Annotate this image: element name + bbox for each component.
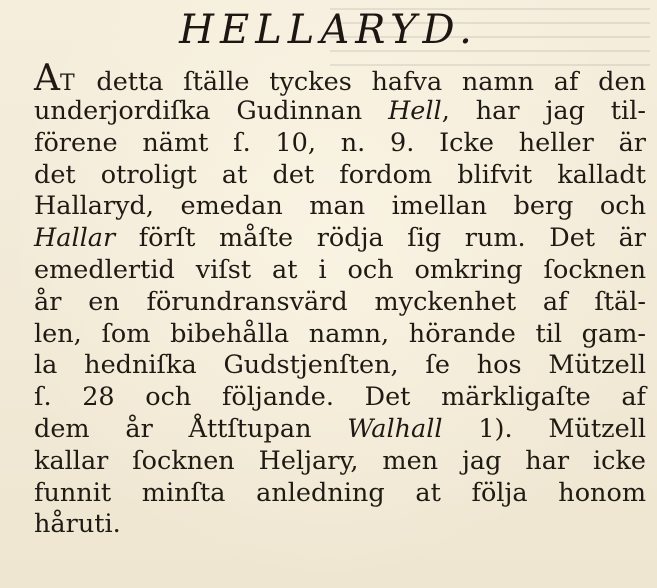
line-text: funnit minſta anledning at följa honom [34, 477, 646, 508]
line-text: kallar ſocknen Heljary, men jag har icke [34, 445, 646, 476]
line-text: ſ. 28 och följande. Det märkligaſte af [34, 382, 646, 413]
text-line [34, 191, 646, 223]
text-line [34, 509, 646, 541]
text-line [34, 96, 646, 128]
text-line [34, 319, 646, 351]
line-text: detta ſtälle tyckes hafva namn af den [76, 67, 646, 97]
line-text: det otroligt at det fordom blifvit kalladt [34, 159, 646, 190]
page-heading: HELLARYD. [179, 7, 478, 53]
text-line [34, 350, 646, 382]
line-text: förene nämt ſ. 10, n. 9. Icke heller är [34, 127, 646, 158]
drop-initial: A [34, 58, 60, 99]
line-text: underjordiſka Gudinnan [34, 96, 389, 126]
text-line [34, 446, 646, 478]
italic-word: Walhall [347, 413, 443, 444]
line-text-tail: 1). Mützell [442, 413, 646, 444]
line-text: dem år Åttſtupan [34, 413, 348, 444]
small-caps-text: T [60, 71, 77, 96]
text-line [34, 255, 646, 287]
text-line [34, 58, 646, 99]
line-text: emedlertid viſst at i och omkring ſocknen [34, 254, 646, 285]
line-text: år en förundransvärd myckenhet af ſtäl- [34, 286, 646, 317]
line-text: Hallaryd, emedan man imellan berg och [34, 191, 646, 222]
italic-word: Hell [388, 96, 442, 126]
text-line [34, 287, 646, 319]
italic-word: Hallar [34, 223, 116, 254]
text-line [34, 160, 646, 192]
text-line [34, 414, 646, 446]
text-line [34, 478, 646, 510]
line-text: len, ſom bibehålla namn, hörande til gam- [34, 318, 646, 349]
line-text: la hedniſka Gudstjenſten, ſe hos Mützell [34, 350, 646, 381]
line-text: håruti. [34, 509, 121, 540]
body-paragraph [34, 58, 646, 541]
text-line [34, 223, 646, 255]
line-text-tail: förſt måſte rödja ſig rum. Det är [115, 223, 646, 254]
text-line [34, 128, 646, 160]
text-line [34, 382, 646, 414]
line-text-tail: , har jag til- [441, 96, 646, 126]
